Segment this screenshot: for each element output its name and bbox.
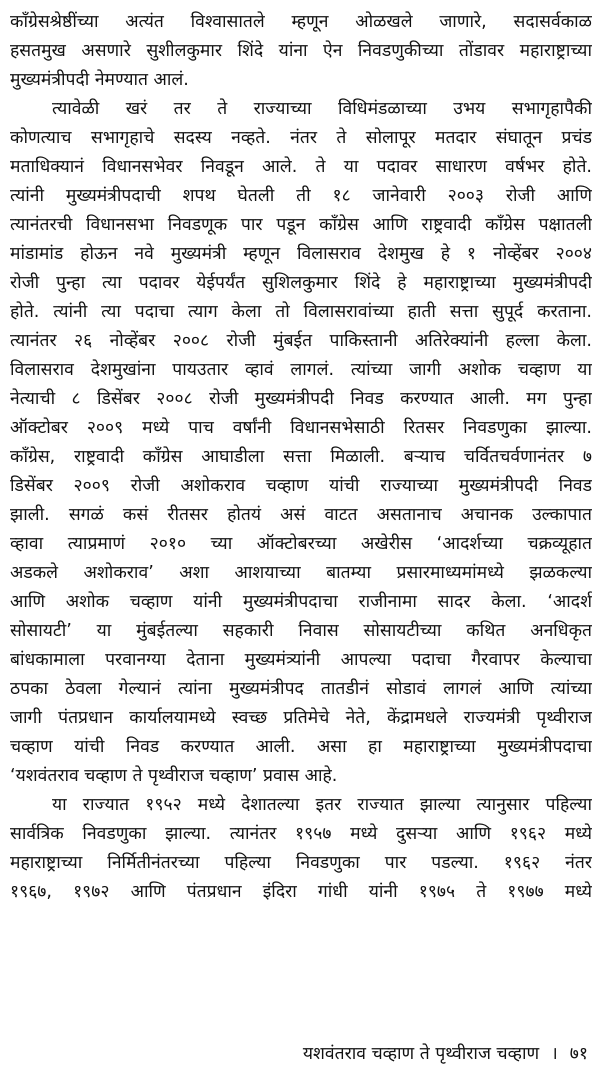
text-line: रोजी पुन्हा त्या पदावर येईपर्यंत सुशिलकुमार शिंदे हे महाराष्ट्राच्या मुख्यमंत्रीपदी: [10, 273, 592, 293]
paragraph-1: [10, 8, 592, 95]
paragraph-2: [10, 95, 592, 791]
text-line: अडकले अशोकराव’ अशा आशयाच्या बातम्या प्रसारमाध्यमांमध्ये झळकल्या: [10, 563, 592, 583]
text-line: काँग्रेसश्रेष्ठींच्या अत्यंत विश्वासातले म्हणून ओळखले जाणारे, सदासर्वकाळ: [10, 12, 592, 32]
text-line: व्हावा त्याप्रमाणं २०१० च्या ऑक्टोबरच्या अखेरीस ‘आदर्शच्या चक्रव्यूहात: [10, 534, 592, 554]
text-line: त्यानंतर २६ नोव्हेंबर २००८ रोजी मुंबईत पाकिस्तानी अतिरेक्यांनी हल्ला केला.: [10, 331, 592, 351]
text-line: त्यानंतरची विधानसभा निवडणूक पार पडून काँग्रेस आणि राष्ट्रवादी काँग्रेस पक्षातली: [10, 215, 592, 235]
text-line: मताधिक्यानं विधानसभेवर निवडून आले. ते या पदावर साधारण वर्षभर होते.: [10, 157, 592, 177]
text-line: हसतमुख असणारे सुशीलकुमार शिंदे यांना ऐन निवडणुकीच्या तोंडावर महाराष्ट्राच्या: [10, 41, 592, 61]
text-line: १९६७, १९७२ आणि पंतप्रधान इंदिरा गांधी यांनी १९७५ ते १९७७ मध्ये: [10, 882, 592, 902]
text-line: विलासराव देशमुखांना पायउतार व्हावं लागलं. त्यांच्या जागी अशोक चव्हाण या: [10, 360, 592, 380]
page-footer: [303, 1040, 588, 1068]
text-line: मुख्यमंत्रीपदी नेमण्यात आलं.: [10, 70, 189, 90]
text-line: काँग्रेस, राष्ट्रवादी काँग्रेस आघाडीला सत्ता मिळाली. बऱ्याच चर्वितचर्वणानंतर ७: [10, 447, 592, 467]
text-line: चव्हाण यांची निवड करण्यात आली. असा हा महाराष्ट्राच्या मुख्यमंत्रीपदाचा: [10, 737, 592, 757]
text-line: होते. त्यांनी त्या पदाचा त्याग केला तो विलासरावांच्या हाती सत्ता सुपूर्द करताना.: [10, 302, 592, 322]
text-line: झाली. सगळं कसं रीतसर होतयं असं वाटत असतानाच अचानक उल्कापात: [10, 505, 592, 525]
text-line: नेत्याची ८ डिसेंबर २००८ रोजी मुख्यमंत्रीपदी निवड करण्यात आली. मग पुन्हा: [10, 389, 592, 409]
text-line: त्यांनी मुख्यमंत्रीपदाची शपथ घेतली ती १८ जानेवारी २००३ रोजी आणि: [10, 186, 592, 206]
text-line: जागी पंतप्रधान कार्यालयामध्ये स्वच्छ प्रतिमेचे नेते, केंद्रामधले राज्यमंत्री पृथ्वीराज: [10, 708, 592, 728]
text-line: डिसेंबर २००९ रोजी अशोकराव चव्हाण यांची राज्याच्या मुख्यमंत्रीपदी निवड: [10, 476, 592, 496]
text-line: सोसायटी’ या मुंबईतल्या सहकारी निवास सोसायटीच्या कथित अनधिकृत: [10, 621, 592, 641]
text-line: ऑक्टोबर २००९ मध्ये पाच वर्षांनी विधानसभेसाठी रितसर निवडणुका झाल्या.: [10, 418, 592, 438]
text-line: बांधकामाला परवानग्या देताना मुख्यमंत्र्यांनी आपल्या पदाचा गैरवापर केल्याचा: [10, 650, 592, 670]
page-number: ७१: [569, 1044, 588, 1064]
text-line: ठपका ठेवला गेल्यानं त्यांना मुख्यमंत्रीपद तातडीनं सोडावं लागलं आणि त्यांच्या: [10, 679, 592, 699]
body-text: [10, 8, 592, 907]
text-line: मांडामांड होऊन नवे मुख्यमंत्री म्हणून विलासराव देशमुख हे १ नोव्हेंबर २००४: [10, 244, 592, 264]
text-line: त्यावेळी खरं तर ते राज्याच्या विधिमंडळाच्या उभय सभागृहापैकी: [52, 99, 592, 119]
text-line: ‘यशवंतराव चव्हाण ते पृथ्वीराज चव्हाण’ प्रवास आहे.: [10, 766, 338, 786]
footer-separator: ।: [551, 1044, 558, 1064]
text-line: या राज्यात १९५२ मध्ये देशातल्या इतर राज्यात झाल्या त्यानुसार पहिल्या: [52, 795, 592, 815]
paragraph-3: [10, 791, 592, 907]
text-line: सार्वत्रिक निवडणुका झाल्या. त्यानंतर १९५७ मध्ये दुसऱ्या आणि १९६२ मध्ये: [10, 824, 592, 844]
text-line: कोणत्याच सभागृहाचे सदस्य नव्हते. नंतर ते सोलापूर मतदार संघातून प्रचंड: [10, 128, 592, 148]
text-line: महाराष्ट्राच्या निर्मितीनंतरच्या पहिल्या निवडणुका पार पडल्या. १९६२ नंतर: [10, 853, 592, 873]
text-line: आणि अशोक चव्हाण यांनी मुख्यमंत्रीपदाचा राजीनामा सादर केला. ‘आदर्श: [10, 592, 592, 612]
running-title: यशवंतराव चव्हाण ते पृथ्वीराज चव्हाण: [302, 1044, 540, 1064]
